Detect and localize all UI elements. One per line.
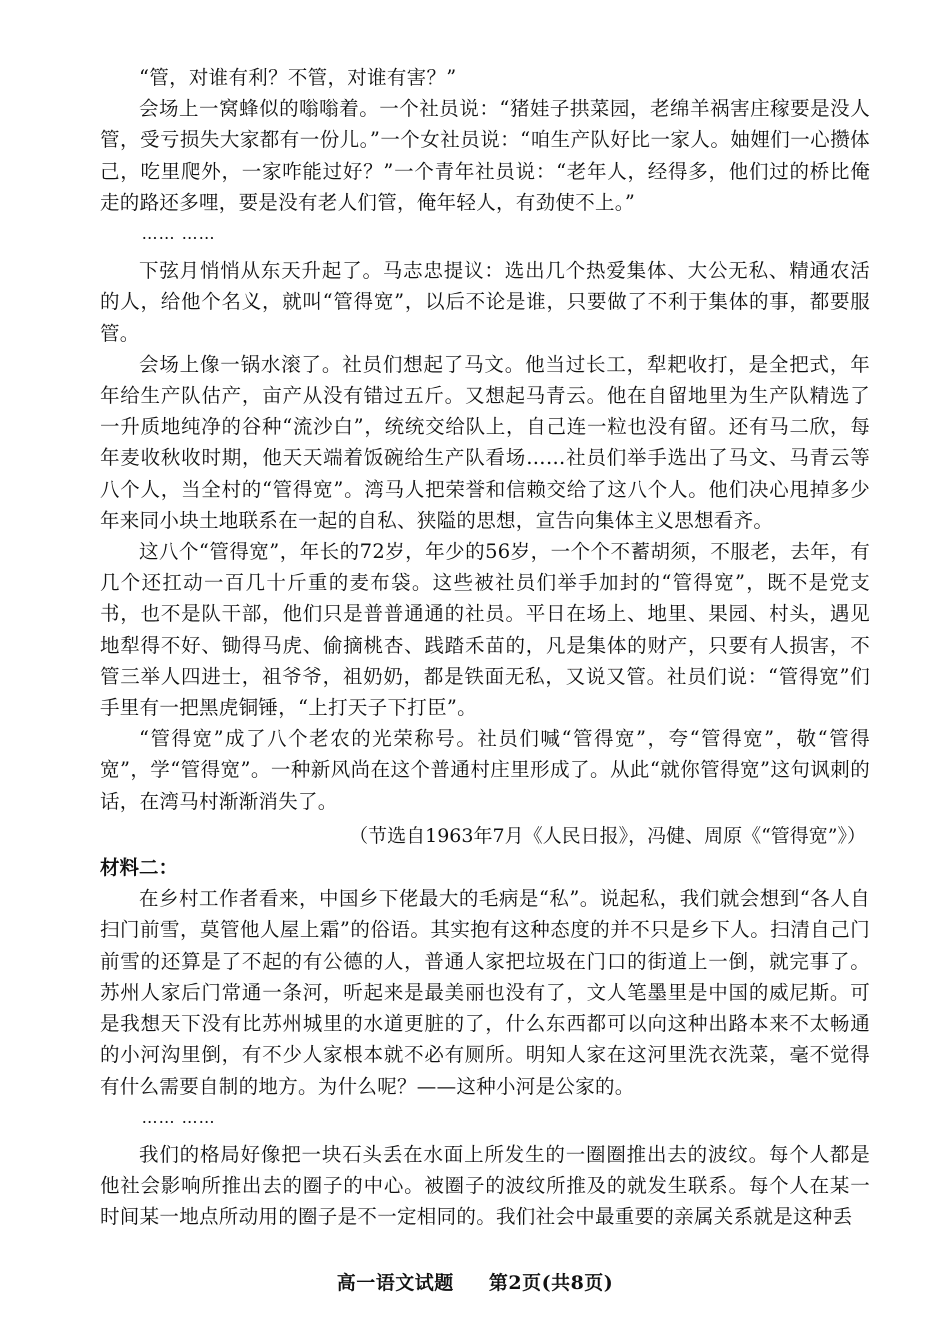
- page-content: [100, 62, 870, 1233]
- section-title-material-two: 材料二：: [100, 856, 179, 880]
- paragraph-eight-elders: 这八个“管得宽”，年长的72岁，年少的56岁，一个个不蓄胡须，不服老，去年，有几个还扛动一百几十斤重的麦布袋。这些被社员们举手加封的“管得宽”，既不是党支书，也不是队干部，他们只是普普通通的社员。平日在场上、地里、果园、村头，遇见地犁得不好、锄得马虎、偷摘桃杏、践踏禾苗的，凡是集体的财产，只要有人损害，不管三举人四进士，祖爷爷，祖奶奶，都是铁面无私，又说又管。社员们说：“管得宽”们手里有一把黑虎铜锤，“上打天子下打臣”。: [100, 540, 870, 720]
- footer-page-number: 第2页(共8页): [488, 1272, 614, 1294]
- paragraph-selfishness: 在乡村工作者看来，中国乡下佬最大的毛病是“私”。说起私，我们就会想到“各人自扫门前雪，莫管他人屋上霜”的俗语。其实抱有这种态度的并不只是乡下人。扫清自己门前雪的还算是了不起的有公德的人，普通人家把垃圾在门口的街道上一倒，就完事了。苏州人家后门常通一条河，听起来是最美丽也没有了，文人笔墨里是中国的威尼斯。可是我想天下没有比苏州城里的水道更脏的了，什么东西都可以向这种出路本来不太畅通的小河沟里倒，有不少人家根本就不必有厕所。明知人家在这河里洗衣洗菜，毫不觉得有什么需要自制的地方。为什么呢？——这种小河是公家的。: [100, 887, 870, 1098]
- page-footer: [0, 1268, 950, 1295]
- footer-subject: 高一语文试题: [336, 1272, 454, 1294]
- ellipsis-divider: …… ……: [141, 1107, 216, 1127]
- source-citation: （节选自1963年7月《人民日报》，冯健、周原《“管得宽”》）: [349, 824, 866, 847]
- ellipsis-divider: …… ……: [141, 224, 216, 244]
- paragraph-new-custom: “管得宽”成了八个老农的光荣称号。社员们喊“管得宽”，夸“管得宽”，敬“管得宽”，学“管得宽”。一种新风尚在这个普通村庄里形成了。从此“就你管得宽”这句讽刺的话，在湾马村渐渐消失了。: [100, 727, 870, 813]
- paragraph-election: 会场上像一锅水滚了。社员们想起了马文。他当过长工，犁耙收打，是全把式，年年给生产队估产，亩产从没有错过五斤。又想起马青云。他在自留地里为生产队精选了一升质地纯净的谷种“流沙白”，统统交给队上，自己连一粒也没有留。还有马二欣，每年麦收秋收时期，他天天端着饭碗给生产队看场……社员们举手选出了马文、马青云等八个人，当全村的“管得宽”。湾马人把荣誉和信赖交给了这八个人。他们决心甩掉多少年来同小块土地联系在一起的自私、狭隘的思想，宣告向集体主义思想看齐。: [100, 352, 870, 532]
- opening-quote: “管，对谁有利？不管，对谁有害？”: [139, 66, 457, 89]
- paragraph-proposal: 下弦月悄悄从东天升起了。马志忠提议：选出几个热爱集体、大公无私、精通农活的人，给他个名义，就叫“管得宽”，以后不论是谁，只要做了不利于集体的事，都要服管。: [100, 259, 870, 345]
- paragraph-meeting-voices: 会场上一窝蜂似的嗡嗡着。一个社员说：“猪娃子拱菜园，老绵羊祸害庄稼要是没人管，受亏损失大家都有一份儿。”一个女社员说：“咱生产队好比一家人。妯娌们一心攒体己，吃里爬外，一家咋能过好？”一个青年社员说：“老年人，经得多，他们过的桥比俺走的路还多哩，要是没有老人们管，俺年轻人，有劲使不上。”: [100, 97, 870, 214]
- paragraph-ripple-pattern: 我们的格局好像把一块石头丢在水面上所发生的一圈圈推出去的波纹。每个人都是他社会影响所推出去的圈子的中心。被圈子的波纹所推及的就发生联系。每个人在某一时间某一地点所动用的圈子是不一定相同的。我们社会中最重要的亲属关系就是这种丢: [100, 1142, 870, 1229]
